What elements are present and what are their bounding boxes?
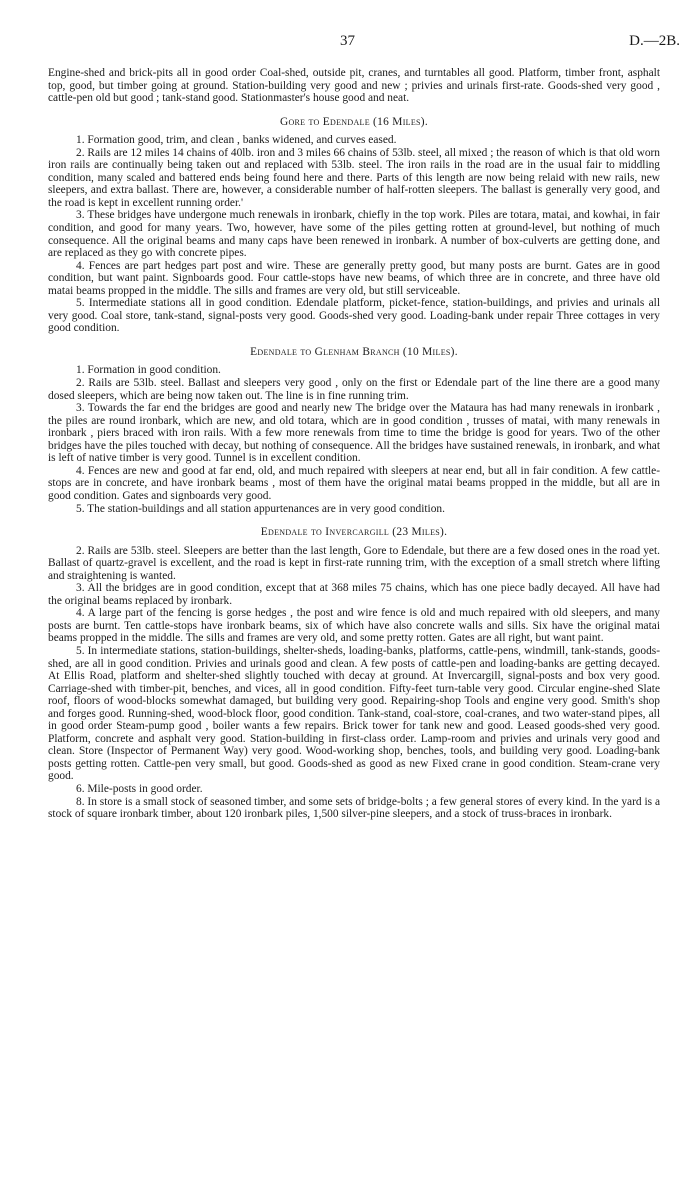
- section-heading: Gore to Edendale (16 Miles).: [279, 115, 429, 128]
- section-edendale-to-glenham-branch: [48, 346, 660, 515]
- paragraph: 1. Formation good, trim, and clean , banks widened, and curves eased.: [76, 134, 397, 147]
- paragraph: 4. Fences are new and good at far end, old, and much repaired with sleepers at near end, but all in fair condition. A few cattle-stops are in concrete, and have ironbark beams , most of them have the original matai beams propped in the middle, but all are in good condition. Gates and signboards very good.: [48, 464, 660, 502]
- paragraph: 8. In store is a small stock of seasoned timber, and some sets of bridge-bolts ; a few general stores of every kind. In the yard is a stock of square ironbark timber, about 120 ironbark piles, 1,500 silver-pine sleepers, and a stock of truss-braces in ironbark.: [48, 795, 660, 821]
- paragraph: 4. A large part of the fencing is gorse hedges , the post and wire fence is old and much repaired with old sleepers, and many posts are burnt. Ten cattle-stops have ironbark beams, six of which have also concrete walls and sills. Six have the original matai beams propped in the middle. The sills and frames are very old, and some pretty rotten. Gates are all right, but want paint.: [48, 607, 660, 645]
- paragraph: 5. In intermediate stations, station-buildings, shelter-sheds, loading-banks, platforms, cattle-pens, windmill, tank-stands, goods-shed, are all in good condition. Privies and urinals good and clean. A few posts of cattle-pen and loading-banks are getting decayed. At Ellis Road, platform and shelter-shed slightly touched with decay at ground. At Invercargill, signal-posts and box very good. Carriage-shed with timber-pit, benches, and vices, all in good condition. Fifty-feet turn-table very good. Circular engine-shed Slate roof, floors of wood-blocks somewhat damaged, but building very good. Repairing-shop Tools and engine very good. Smith's shop and forges good. Running-shed, wood-block floor, good condition. Tank-stand, coal-store, coal-cranes, and two water-stand pipes, all in good order Steam-pump good , boiler wants a few repairs. Brick tower for tank new and good. Leased goods-shed very good. Platform, concrete and asphalt very good. Station-building in first-class order. Lamp-room and privies and urinals very good and clean. Store (Inspector of Permanent Way) very good. Wood-working shop, benches, tools, and building very good. Loading-bank posts getting rotten. Cattle-pen very small, but good. Goods-shed as good as new Fixed crane in good condition. Steam-crane very good.: [48, 644, 660, 783]
- section-edendale-to-invercargill: [48, 526, 660, 821]
- intro-paragraph: Engine-shed and brick-pits all in good order Coal-shed, outside pit, cranes, and turntables all good. Platform, timber front, asphalt top, good, but timber going at ground. Station-building very good and new ; privies and urinals first-rate. Goods-shed very good , cattle-pen old but good ; tank-stand good. Stationmaster's house good and neat.: [48, 67, 660, 105]
- paragraph: 3. These bridges have undergone much renewals in ironbark, chiefly in the top work. Piles are totara, matai, and kowhai, in fair condition, and good for many years. Two, however, have some of the piles getting rotten at ground-level, but nothing of much consequence. All the original beams and many caps have been renewed in ironbark. A number of box-culverts are getting done, and are replaced as they go with concrete pipes.: [48, 209, 660, 260]
- section-gore-to-edendale: [48, 116, 660, 335]
- section-heading: Edendale to Invercargill (23 Miles).: [260, 526, 448, 539]
- paragraph: 2. Rails are 53lb. steel. Sleepers are better than the last length, Gore to Edendale, but there are a few dosed ones in the road yet. Ballast of quartz-gravel is excellent, and the road is kept in first-rate running trim, with the exception of a small stretch where lifting and straightening is wanted.: [48, 544, 660, 582]
- paragraph: 3. Towards the far end the bridges are good and nearly new The bridge over the Mataura has had many renewals in ironbark , the piles are round ironbark, which are new, and old totara, which are in good condition , trusses of matai, with many renewals in ironbark , piers braced with iron rails. With a few more renewals from time to time the bridge is good for years. Two of the other bridges have the piles touched with decay, but nothing of consequence. All the bridges have sustained renewals, in ironbark, and what is left of native timber is very good. Tunnel is in excellent condition.: [48, 402, 660, 465]
- document-body: [48, 67, 660, 821]
- section-heading: Edendale to Glenham Branch (10 Miles).: [250, 345, 458, 358]
- page-header: [72, 33, 680, 53]
- paragraph: 2. Rails are 12 miles 14 chains of 40lb. iron and 3 miles 66 chains of 53lb. steel, all mixed ; the reason of which is that old worn iron rails are continually being taken out and replaced with 53lb. steel. The iron rails in the road are in the usual fair to middling condition, many scaled and battered ends being found here and there. Parts of this length are now being relaid with new rails, new sleepers, and extra ballast. There are, however, a considerable number of half-rotten sleepers. The ballast is generally very good, and the road is kept in excellent running order.': [48, 146, 660, 209]
- paragraph: 2. Rails are 53lb. steel. Ballast and sleepers very good , only on the first or Edendale part of the line there are a good many dosed sleepers, which are being now taken out. The line is in fine running trim.: [48, 377, 660, 402]
- paragraph: 5. Intermediate stations all in good condition. Edendale platform, picket-fence, station-buildings, and privies and urinals all very good. Coal store, tank-stand, signal-posts very good. Goods-shed very good. Loading-bank under repair Three cottages in very good condition.: [48, 297, 660, 335]
- page-number: 37: [340, 33, 355, 49]
- paragraph: 6. Mile-posts in good order.: [76, 782, 203, 795]
- paragraph: 4. Fences are part hedges part post and wire. These are generally pretty good, but many posts are burnt. Gates are in good condition, but want paint. Signboards good. Four cattle-stops have new beams, of which three are in concrete, and three have old matai beams propped in the middle. The sills and frames are very old, but still serviceable.: [48, 259, 660, 297]
- paragraph: 3. All the bridges are in good condition, except that at 368 miles 75 chains, which has one piece badly decayed. All have had the original beams replaced by ironbark.: [48, 582, 660, 607]
- document-reference: D.—2B.: [629, 33, 680, 49]
- paragraph: 1. Formation in good condition.: [76, 364, 221, 377]
- paragraph: 5. The station-buildings and all station appurtenances are in very good condition.: [76, 502, 445, 515]
